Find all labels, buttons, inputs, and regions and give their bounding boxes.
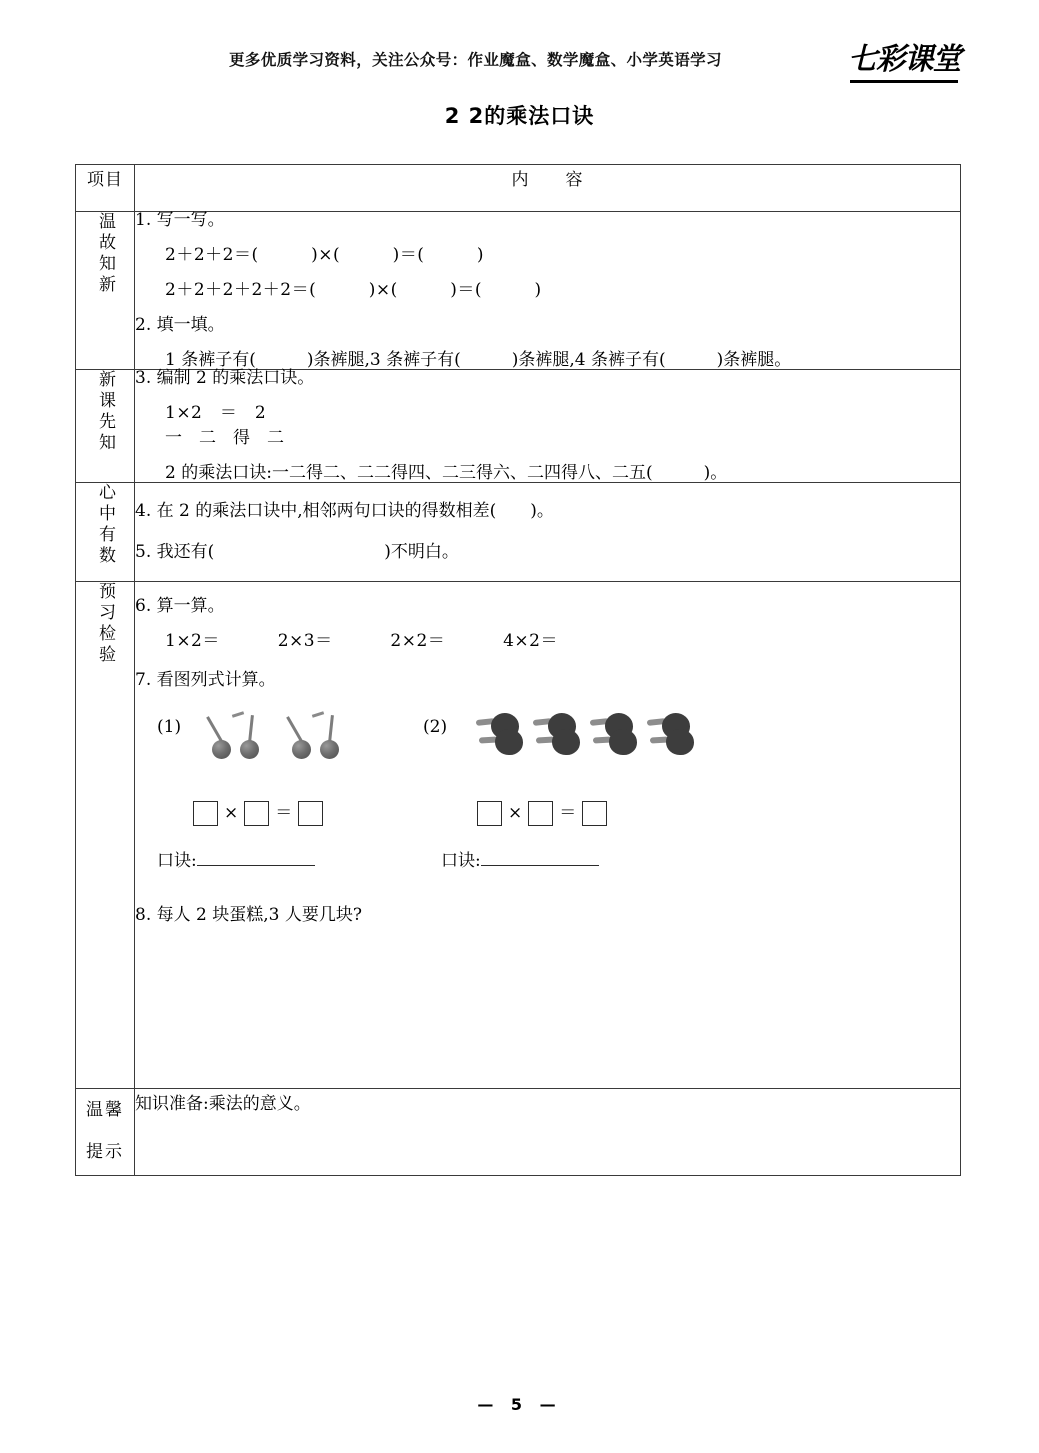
equals-operator: ＝ xyxy=(559,803,577,823)
answer-box[interactable] xyxy=(528,801,553,826)
table-header-row xyxy=(76,165,961,212)
question-6-item-2: 2×3＝ xyxy=(277,631,333,651)
rhyme-answer-blank[interactable] xyxy=(197,851,315,866)
header-cell-item: 项目 xyxy=(76,165,135,212)
answer-box[interactable] xyxy=(244,801,269,826)
answer-box[interactable] xyxy=(298,801,323,826)
pingpong-paddle-pair-icon xyxy=(533,713,580,757)
rhyme-answer-blank[interactable] xyxy=(481,851,599,866)
page-number: — 5 — xyxy=(477,1395,562,1414)
question-7-title: 7. 看图列式计算。 xyxy=(135,670,276,690)
question-6-item-1: 1×2＝ xyxy=(165,631,220,651)
section-content-review xyxy=(135,212,961,370)
question-1-title: 1. 写一写。 xyxy=(135,210,225,230)
cherry-pair-icon xyxy=(212,711,270,759)
section-label-understanding xyxy=(76,483,135,582)
question-3-rhyme: 一 二 得 二 xyxy=(165,428,284,448)
section-label-tips-line1: 温馨 xyxy=(86,1100,124,1120)
cherry-pair-icon xyxy=(292,711,350,759)
question-1-expr-b: 2＋2＋2＋2＋2＝( )×( )＝( ) xyxy=(165,280,542,300)
equation-blank-group-1 xyxy=(193,801,323,826)
rhyme-label: 口诀: xyxy=(157,851,197,871)
answer-box[interactable] xyxy=(193,801,218,826)
section-content-understanding xyxy=(135,483,961,582)
question-8: 8. 每人 2 块蛋糕,3 人要几块? xyxy=(135,905,362,925)
section-label-preview-check xyxy=(76,582,135,1089)
brand-logo-underline xyxy=(850,80,958,83)
question-2-fill: 1 条裤子有( )条裤腿,3 条裤子有( )条裤腿,4 条裤子有( )条裤腿。 xyxy=(165,350,792,370)
section-label-text: 新课先知 xyxy=(95,370,115,454)
question-3-title: 3. 编制 2 的乘法口诀。 xyxy=(135,368,315,388)
section-label-newlesson xyxy=(76,370,135,483)
question-7-equations xyxy=(135,801,960,839)
illustration-1-tag: (1) xyxy=(157,717,182,737)
table-row xyxy=(76,370,961,483)
table-row xyxy=(76,582,961,1089)
times-operator: × xyxy=(224,803,239,823)
pingpong-paddle-pair-icon xyxy=(647,713,694,757)
answer-box[interactable] xyxy=(477,801,502,826)
section-label-text: 心中有数 xyxy=(95,483,115,567)
pingpong-paddle-pair-icon xyxy=(590,713,637,757)
promo-note: 更多优质学习资料，关注公众号：作业魔盒、数学魔盒、小学英语学习 xyxy=(229,51,722,69)
section-label-text: 预习检验 xyxy=(95,582,115,666)
section-label-tips-line2: 提示 xyxy=(86,1142,124,1162)
question-3-equation: 1×2 ＝ 2 xyxy=(165,403,267,423)
brand-logo-text: 七彩课堂 xyxy=(848,42,961,77)
illustration-2-tag: (2) xyxy=(423,717,448,737)
section-label-text: 温故知新 xyxy=(95,212,115,296)
question-7-illustrations xyxy=(135,705,960,767)
section-content-tips xyxy=(135,1089,961,1176)
question-6-title: 6. 算一算。 xyxy=(135,596,225,616)
table-row xyxy=(76,483,961,582)
question-2-title: 2. 填一填。 xyxy=(135,315,225,335)
question-4: 4. 在 2 的乘法口诀中,相邻两句口诀的得数相差( )。 xyxy=(135,501,554,521)
answer-box[interactable] xyxy=(582,801,607,826)
section-label-review xyxy=(76,212,135,370)
question-6-item-4: 4×2＝ xyxy=(503,631,558,651)
question-6-items xyxy=(135,633,960,650)
question-1-expr-a: 2＋2＋2＝( )×( )＝( ) xyxy=(165,245,484,265)
header-cell-content: 内 容 xyxy=(135,165,961,212)
equation-blank-group-2 xyxy=(477,801,607,826)
table-row xyxy=(76,1089,961,1176)
rhyme-blank-group-1 xyxy=(157,851,315,870)
times-operator: × xyxy=(508,803,523,823)
section-label-tips xyxy=(76,1089,135,1176)
page-title: 2 2的乘法口诀 xyxy=(444,104,595,128)
tips-text: 知识准备:乘法的意义。 xyxy=(135,1094,311,1114)
table-row xyxy=(76,212,961,370)
question-6-item-3: 2×2＝ xyxy=(390,631,446,651)
question-3-table: 2 的乘法口诀:一二得二、二二得四、二三得六、二四得八、二五( )。 xyxy=(165,463,728,483)
page-header xyxy=(0,0,1039,95)
rhyme-blank-group-2 xyxy=(441,851,599,870)
section-content-preview-check xyxy=(135,582,961,1089)
rhyme-label: 口诀: xyxy=(441,851,481,871)
worksheet-table xyxy=(75,164,961,1176)
brand-logo xyxy=(848,42,960,86)
section-content-newlesson xyxy=(135,370,961,483)
pingpong-paddle-pair-icon xyxy=(476,713,523,757)
equals-operator: ＝ xyxy=(275,803,293,823)
question-5: 5. 我还有( )不明白。 xyxy=(135,542,459,562)
question-7-rhyme-blanks xyxy=(135,851,960,881)
